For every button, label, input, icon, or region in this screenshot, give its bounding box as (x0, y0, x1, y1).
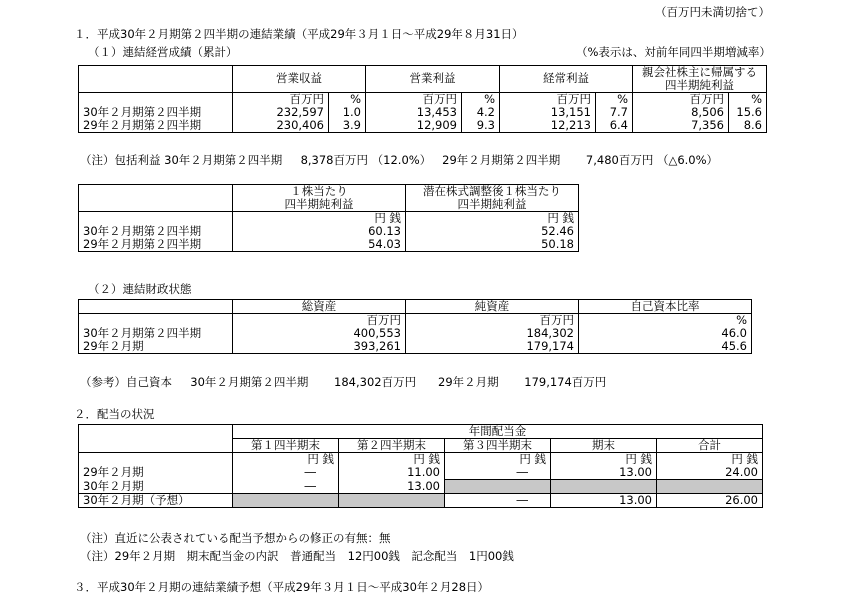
unit-cell: 円 銭 (339, 453, 445, 467)
value-cell: 50.18 (406, 238, 579, 252)
value-cell: 4.2 (462, 106, 500, 119)
header-diluted-eps-line1: 潜在株式調整後１株当たり (406, 185, 579, 199)
dividends-title: ２．配当の状況 (74, 407, 155, 421)
blank-cell (551, 480, 657, 494)
unit-cell: 百万円 (366, 93, 462, 107)
value-cell: 7,356 (633, 119, 729, 133)
value-cell: ― (233, 466, 339, 480)
unit-cell: % (462, 93, 500, 107)
header-net-income-line2: 四半期純利益 (633, 79, 767, 93)
unit-cell: 百万円 (406, 314, 579, 328)
value-cell: 8.6 (729, 119, 767, 133)
row-label: 29年２月期 (79, 340, 233, 354)
value-cell: 12,213 (500, 119, 596, 133)
header-year-end: 期末 (551, 439, 657, 453)
header-eps-line2: 四半期純利益 (233, 198, 406, 212)
value-cell: 46.0 (579, 327, 752, 340)
row-label: 29年２月期 (79, 466, 233, 480)
value-cell: 8,506 (633, 106, 729, 119)
table-row (79, 238, 579, 252)
table-row (79, 494, 763, 508)
unit-cell: % (729, 93, 767, 107)
forecast-title: ３．平成30年２月期の連結業績予想（平成29年３月１日～平成30年２月28日） (74, 580, 490, 594)
section-1-subtitle: （１）連結経営成績（累計） (88, 45, 238, 59)
value-cell: 13.00 (339, 480, 445, 494)
section-1-title: １．平成30年２月期第２四半期の連結業績（平成29年３月１日～平成29年８月31日） (74, 27, 524, 41)
financial-position-table (78, 299, 752, 354)
header-operating-income: 営業利益 (409, 71, 456, 85)
unit-cell: 円 銭 (406, 212, 579, 226)
header-q3-end: 第３四半期末 (445, 439, 551, 453)
unit-cell: 百万円 (233, 314, 406, 328)
unit-cell: 円 銭 (233, 453, 339, 467)
dividend-revision-note: （注）直近に公表されている配当予想からの修正の有無：無 (80, 531, 391, 545)
value-cell: 1.0 (329, 106, 366, 119)
unit-cell: 円 銭 (445, 453, 551, 467)
value-cell: 60.13 (233, 225, 406, 238)
comprehensive-income-note: （注）包括利益 30年２月期第２四半期 8,378百万円 （12.0%） 29年２月期第２四半期 7,480百万円 （△6.0%） (80, 153, 719, 167)
value-cell: 13,453 (366, 106, 462, 119)
unit-cell: 百万円 (633, 93, 729, 107)
value-cell: 230,406 (233, 119, 329, 133)
header-total-assets: 総資産 (233, 300, 406, 314)
header-eps-line1: １株当たり (233, 185, 406, 199)
value-cell: ― (445, 494, 551, 508)
value-cell: 393,261 (233, 340, 406, 354)
value-cell: 400,553 (233, 327, 406, 340)
value-cell: 45.6 (579, 340, 752, 354)
blank-cell (233, 494, 339, 508)
row-label: 30年２月期（予想） (79, 494, 233, 508)
header-annual-dividends: 年間配当金 (233, 425, 763, 439)
row-label: 30年２月期第２四半期 (79, 327, 233, 340)
unit-cell: % (596, 93, 633, 107)
unit-cell: 円 銭 (551, 453, 657, 467)
dividends-table (78, 424, 763, 508)
table-row (79, 480, 763, 494)
unit-cell: 百万円 (233, 93, 329, 107)
table-row (79, 340, 752, 354)
value-cell: 15.6 (729, 106, 767, 119)
value-cell: 6.4 (596, 119, 633, 133)
table-row (79, 119, 767, 133)
header-diluted-eps-line2: 四半期純利益 (406, 198, 579, 212)
header-operating-revenue: 営業収益 (276, 71, 322, 85)
blank-cell (445, 480, 551, 494)
header-net-assets: 純資産 (406, 300, 579, 314)
value-cell: ― (233, 480, 339, 494)
header-net-income-line1: 親会社株主に帰属する (633, 66, 767, 80)
header-q1-end: 第１四半期末 (233, 439, 339, 453)
value-cell: 7.7 (596, 106, 633, 119)
row-label: 30年２月期 (79, 480, 233, 494)
row-label: 30年２月期第２四半期 (79, 106, 233, 119)
value-cell: 13.00 (551, 494, 657, 508)
value-cell: 184,302 (406, 327, 579, 340)
equity-reference-note: （参考）自己資本 30年２月期第２四半期 184,302百万円 29年２月期 179,174百万円 (80, 375, 607, 389)
value-cell: 26.00 (657, 494, 763, 508)
header-total: 合計 (657, 439, 763, 453)
value-cell: 3.9 (329, 119, 366, 133)
table-row (79, 466, 763, 480)
row-label: 29年２月期第２四半期 (79, 238, 233, 252)
unit-cell: 百万円 (500, 93, 596, 107)
value-cell: 54.03 (233, 238, 406, 252)
header-equity-ratio: 自己資本比率 (579, 300, 752, 314)
per-share-table (78, 184, 579, 252)
unit-cell: 円 銭 (657, 453, 763, 467)
value-cell: 13.00 (551, 466, 657, 480)
value-cell: 179,174 (406, 340, 579, 354)
unit-cell: % (579, 314, 752, 328)
value-cell: 13,151 (500, 106, 596, 119)
value-cell: 232,597 (233, 106, 329, 119)
row-label: 30年２月期第２四半期 (79, 225, 233, 238)
table-row (79, 327, 752, 340)
unit-cell: % (329, 93, 366, 107)
header-q2-end: 第２四半期末 (339, 439, 445, 453)
row-label: 29年２月期第２四半期 (79, 119, 233, 133)
value-cell: 11.00 (339, 466, 445, 480)
blank-cell (339, 494, 445, 508)
unit-note: （百万円未満切捨て） (655, 5, 770, 19)
operating-results-table (78, 65, 767, 133)
financial-position-title: （２）連結財政状態 (88, 282, 192, 296)
unit-cell: 円 銭 (233, 212, 406, 226)
value-cell: 52.46 (406, 225, 579, 238)
dividend-breakdown-note: （注）29年２月期 期末配当金の内訳 普通配当 12円00銭 記念配当 1円00銭 (80, 549, 514, 563)
header-ordinary-income: 経常利益 (543, 71, 589, 85)
percent-note: （%表示は、対前年同四半期増減率） (576, 45, 771, 59)
value-cell: 9.3 (462, 119, 500, 133)
blank-cell (657, 480, 763, 494)
value-cell: 24.00 (657, 466, 763, 480)
value-cell: 12,909 (366, 119, 462, 133)
value-cell: ― (445, 466, 551, 480)
